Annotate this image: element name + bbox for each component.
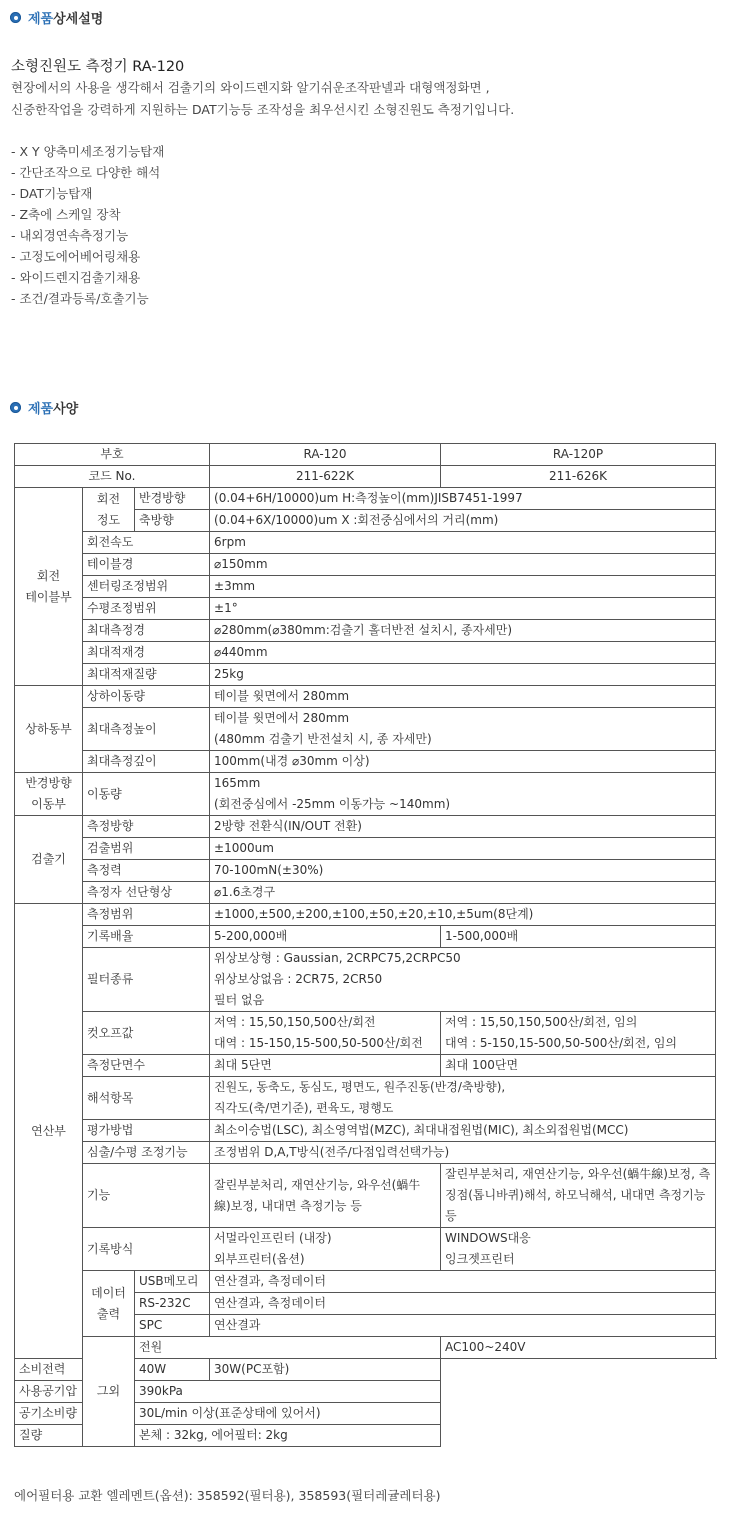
sub-group-label: 회전 정도: [83, 488, 135, 532]
table-row: [15, 838, 716, 860]
row-value-model-2: 30W(PC포함): [210, 1359, 441, 1381]
table-row: [15, 1164, 716, 1228]
table-row: [15, 751, 716, 773]
row-value: ±1000um: [210, 838, 716, 860]
table-row: [15, 466, 716, 488]
row-value: 70-100mN(±30%): [210, 860, 716, 882]
section-bullet-icon: [10, 12, 21, 23]
row-value: ±1000,±500,±200,±100,±50,±20,±10,±5um(8단계): [210, 904, 716, 926]
row-value: ⌀440mm: [210, 642, 716, 664]
row-label: 컷오프값: [83, 1012, 210, 1055]
row-value: 진원도, 동축도, 동심도, 평면도, 원주진동(반경/축방향), 직각도(축/면기준), 편육도, 평행도: [210, 1077, 716, 1120]
row-value: 최소이승법(LSC), 최소영역법(MZC), 최대내접원법(MIC), 최소외접원법(MCC): [210, 1120, 716, 1142]
table-row: [15, 576, 716, 598]
row-label: 기능: [83, 1164, 210, 1228]
header-model-1: RA-120: [210, 444, 441, 466]
group-label: 상하동부: [15, 686, 83, 773]
table-row: [15, 620, 716, 642]
row-value-model-1: 40W: [135, 1359, 210, 1381]
table-row: [15, 1012, 716, 1055]
row-label: 최대적재질량: [83, 664, 210, 686]
row-value: 6rpm: [210, 532, 716, 554]
row-label: 필터종류: [83, 948, 210, 1012]
feature-item: - 조건/결과등록/호출기능: [11, 291, 149, 306]
feature-item: - Z축에 스케일 장착: [11, 207, 121, 222]
feature-item: - X Y 양축미세조정기능탑재: [11, 144, 165, 159]
row-label: 회전속도: [83, 532, 210, 554]
table-row: [15, 642, 716, 664]
table-row: [15, 948, 716, 1012]
heading-prefix: 제품: [28, 12, 54, 27]
feature-item: - 간단조작으로 다양한 해석: [11, 165, 161, 180]
row-value: 테이블 윗면에서 280mm: [210, 686, 716, 708]
sub-group-label: 데이터 출력: [83, 1271, 135, 1337]
row-value: ⌀150mm: [210, 554, 716, 576]
row-value-model-2: 1-500,000배: [441, 926, 716, 948]
row-label: 축방향: [135, 510, 210, 532]
row-label: 최대측정높이: [83, 708, 210, 751]
table-row: [15, 598, 716, 620]
table-row: [15, 1425, 716, 1447]
row-value-model-2: 잘린부분처리, 재연산기능, 와우선(蝸牛線)보정, 측징점(톱니바퀴)해석, 하모닉해석, 내대면 측정기능 등: [441, 1164, 716, 1228]
detail-section-heading: [10, 8, 103, 27]
row-label: 검출범위: [83, 838, 210, 860]
table-row: [15, 1271, 716, 1293]
product-title: 소형진원도 측정기 RA-120: [11, 59, 185, 75]
row-label: SPC: [135, 1315, 210, 1337]
group-label: 그외: [83, 1337, 135, 1447]
table-row: [15, 1337, 716, 1359]
table-row: [15, 1359, 716, 1381]
row-label: 테이블경: [83, 554, 210, 576]
code-model-1: 211-622K: [210, 466, 441, 488]
row-value: 25kg: [210, 664, 716, 686]
row-label: RS-232C: [135, 1293, 210, 1315]
row-value: 연산결과: [210, 1315, 716, 1337]
table-row: [15, 488, 716, 510]
table-row: [15, 1120, 716, 1142]
feature-item: - 와이드렌지검출기채용: [11, 270, 141, 285]
table-row: [15, 882, 716, 904]
row-label: 상하이동량: [83, 686, 210, 708]
section-bullet-icon: [10, 402, 21, 413]
heading-suffix: 사양: [53, 402, 79, 417]
spec-section-heading: [10, 398, 78, 417]
row-value-model-1: 잘린부분처리, 재연산기능, 와우선(蝸牛線)보정, 내대면 측정기능 등: [210, 1164, 441, 1228]
table-row: [15, 1142, 716, 1164]
table-row: [15, 532, 716, 554]
spec-table: [14, 443, 716, 1447]
row-value: ±3mm: [210, 576, 716, 598]
description-line: 신중한작업을 강력하게 지원하는 DAT기능등 조작성을 최우선시킨 소형진원도 측정기입니다.: [11, 102, 515, 117]
row-label: 최대측정경: [83, 620, 210, 642]
feature-item: - 고정도에어베어링채용: [11, 249, 141, 264]
row-label: 측정방향: [83, 816, 210, 838]
row-label: 해석항목: [83, 1077, 210, 1120]
row-label: 센터링조정범위: [83, 576, 210, 598]
row-value: 위상보상형 : Gaussian, 2CRPC75,2CRPC50 위상보상없음 : 2CR75, 2CR50 필터 없음: [210, 948, 716, 1012]
table-row: [15, 708, 716, 751]
table-row: [15, 904, 716, 926]
row-value: 2방향 전환식(IN/OUT 전환): [210, 816, 716, 838]
group-label: 검출기: [15, 816, 83, 904]
row-value-model-1: 5-200,000배: [210, 926, 441, 948]
row-value: 연산결과, 측정데이터: [210, 1293, 716, 1315]
row-label: 최대적재경: [83, 642, 210, 664]
header-label: 부호: [15, 444, 210, 466]
row-label: 기록배율: [83, 926, 210, 948]
row-label: 최대측정깊이: [83, 751, 210, 773]
heading-prefix: 제품: [28, 402, 54, 417]
table-row: [15, 816, 716, 838]
table-row: [15, 1055, 716, 1077]
table-row: [15, 1228, 716, 1271]
table-row: [15, 686, 716, 708]
group-label: 연산부: [15, 904, 83, 1359]
row-label: 수평조정범위: [83, 598, 210, 620]
row-value: ⌀280mm(⌀380mm:검출기 홀더반전 설치시, 종자세만): [210, 620, 716, 642]
footnote: 에어필터용 교환 엘레멘트(옵션): 358592(필터용), 358593(필터레귤레터용): [14, 1488, 441, 1503]
code-label: 코드 No.: [15, 466, 210, 488]
row-value: ±1°: [210, 598, 716, 620]
row-label: 질량: [15, 1425, 135, 1447]
row-value: 100mm(내경 ⌀30mm 이상): [210, 751, 716, 773]
table-row: [15, 773, 716, 816]
row-value: 165mm (회전중심에서 -25mm 이동가능 ~140mm): [210, 773, 716, 816]
table-row: [15, 1403, 716, 1425]
row-label: 측정자 선단형상: [83, 882, 210, 904]
row-value: (0.04+6H/10000)um H:측정높이(mm)JISB7451-1997: [210, 488, 716, 510]
feature-item: - 내외경연속측정기능: [11, 228, 129, 243]
table-row: [15, 444, 716, 466]
row-value-model-2: WINDOWS대응 잉크젯프린터: [441, 1228, 716, 1271]
row-value: 연산결과, 측정데이터: [210, 1271, 716, 1293]
description-line: 현장에서의 사용을 생각해서 검출기의 와이드렌지화 알기쉬운조작판넬과 대형액정화면 ,: [11, 80, 490, 95]
row-value: 조정범위 D,A,T방식(전주/다점입력선택가능): [210, 1142, 716, 1164]
row-label: 기록방식: [83, 1228, 210, 1271]
row-label: 측정단면수: [83, 1055, 210, 1077]
row-value: 30L/min 이상(표준상태에 있어서): [135, 1403, 441, 1425]
heading-suffix: 상세설명: [53, 12, 104, 27]
row-value: ⌀1.6초경구: [210, 882, 716, 904]
table-row: [15, 926, 716, 948]
row-value: AC100~240V: [441, 1337, 716, 1359]
row-label: 측정력: [83, 860, 210, 882]
row-value: 본체 : 32kg, 에어필터: 2kg: [135, 1425, 441, 1447]
row-value-model-2: 저역 : 15,50,150,500산/회전, 임의 대역 : 5-150,15-500,50-500산/회전, 임의: [441, 1012, 716, 1055]
table-row: [15, 554, 716, 576]
row-label: 평가방법: [83, 1120, 210, 1142]
group-label: 회전 테이블부: [15, 488, 83, 686]
row-value: (0.04+6X/10000)um X :회전중심에서의 거리(mm): [210, 510, 716, 532]
row-label: 사용공기압: [15, 1381, 135, 1403]
row-value-model-1: 저역 : 15,50,150,500산/회전 대역 : 15-150,15-500,50-500산/회전: [210, 1012, 441, 1055]
table-row: [15, 860, 716, 882]
header-model-2: RA-120P: [441, 444, 716, 466]
row-label: 공기소비량: [15, 1403, 135, 1425]
table-row: [15, 1077, 716, 1120]
group-label: 반경방향 이동부: [15, 773, 83, 816]
row-label: 전원: [135, 1337, 441, 1359]
row-label: 측정범위: [83, 904, 210, 926]
row-value: 테이블 윗면에서 280mm (480mm 검출기 반전설치 시, 종 자세만): [210, 708, 716, 751]
row-label: USB메모리: [135, 1271, 210, 1293]
feature-item: - DAT기능탑재: [11, 186, 93, 201]
table-row: [15, 664, 716, 686]
row-label: 반경방향: [135, 488, 210, 510]
code-model-2: 211-626K: [441, 466, 716, 488]
row-label: 소비전력: [15, 1359, 135, 1381]
row-value-model-2: 최대 100단면: [441, 1055, 716, 1077]
row-label: 심출/수평 조정기능: [83, 1142, 210, 1164]
row-label: 이동량: [83, 773, 210, 816]
row-value-model-1: 최대 5단면: [210, 1055, 441, 1077]
row-value: 390kPa: [135, 1381, 441, 1403]
row-value-model-1: 서멀라인프린터 (내장) 외부프린터(옵션): [210, 1228, 441, 1271]
